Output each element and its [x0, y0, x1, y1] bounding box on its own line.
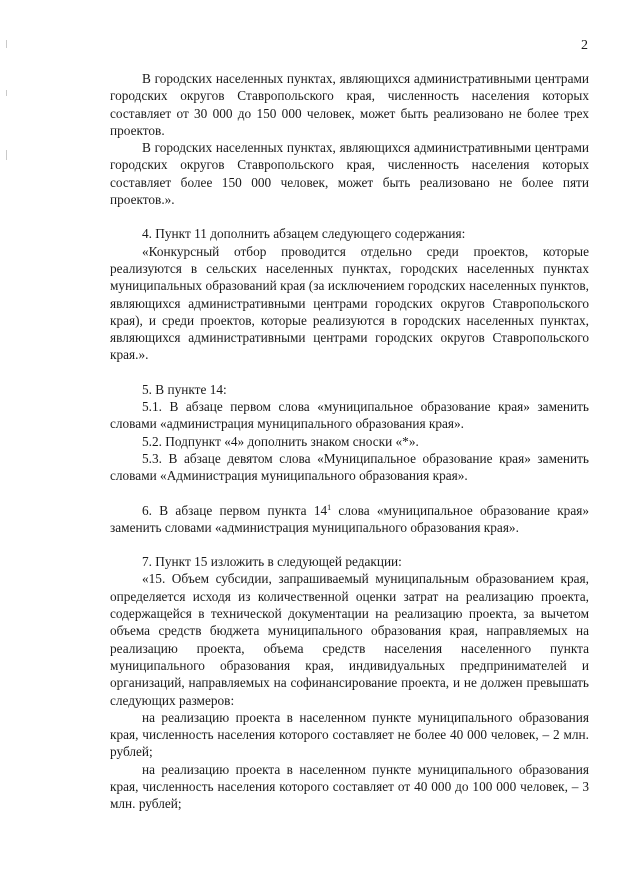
paragraph-admin-centers-30000: В городских населенных пунктах, являющихся административными центрами городских округов Ставропольского края, численность населения которых составляет от 30 000 до 150 000 человек, может быть реализовано не более трех проектов.	[110, 71, 589, 138]
item-4-heading: 4. Пункт 11 дополнить абзацем следующего содержания:	[142, 226, 466, 242]
paragraph-admin-centers-150000: В городских населенных пунктах, являющихся административными центрами городских округов Ставропольского края, численность населения которых составляет более 150 000 человек, может быть реализовано не более пяти проектов.».	[110, 140, 589, 208]
item-5-3: 5.3. В абзаце девятом слова «Муниципальное образование края» заменить словами «Администрация муниципального образования края».	[110, 450, 589, 484]
item-7-heading: 7. Пункт 15 изложить в следующей редакции:	[142, 554, 402, 570]
margin-mark	[6, 90, 7, 96]
footnote-superscript: 1	[327, 502, 332, 512]
item-15-text: «15. Объем субсидии, запрашиваемый муниципальным образованием края, определяется исходя из количественной оценки затрат на реализацию проекта, содержащейся в технической документации на реализацию проекта, за вычетом объема средств бюджета муниципального образования края, направляемых на реализацию проекта, объема средств населения населенного пункта муниципального образования края, индивидуальных предпринимателей и организаций, направляемых на софинансирование проекта, и не должен превышать следующих размеров:	[110, 571, 589, 708]
item-6-start: 6. В абзаце первом пункта 14	[142, 502, 328, 518]
item-6	[110, 502, 589, 537]
item-5-2: 5.2. Подпункт «4» дополнить знаком сноски «*».	[142, 433, 419, 449]
limit-40000-100000: на реализацию проекта в населенном пункте муниципального образования края, численность населения которого составляет от 40 000 до 100 000 человек, – 3 млн. рублей;	[110, 761, 589, 812]
item-6-end: слова «муниципальное образование края» заменить словами «администрация муниципального образования края».	[110, 502, 589, 535]
margin-mark	[6, 150, 7, 160]
item-5-1: 5.1. В абзаце первом слова «муниципальное образование края» заменить словами «администрация муниципального образования края».	[110, 399, 589, 432]
item-5-heading: 5. В пункте 14:	[142, 381, 227, 397]
document-body	[110, 70, 589, 813]
page-number: 2	[581, 38, 588, 53]
item-4-text: «Конкурсный отбор проводится отдельно среди проектов, которые реализуются в сельских населенных пунктах, городских населенных пунктах муниципальных образований края (за исключением городских населенных пунктов, являющихся административными центрами городских округов Ставропольского края), и среди проектов, которые реализуются в городских населенных пунктах, являющихся административными центрами городских округов Ставропольского края.».	[110, 243, 589, 363]
limit-40000: на реализацию проекта в населенном пункте муниципального образования края, численность населения которого составляет не более 40 000 человек, – 2 млн. рублей;	[110, 709, 589, 760]
margin-mark	[6, 40, 7, 48]
